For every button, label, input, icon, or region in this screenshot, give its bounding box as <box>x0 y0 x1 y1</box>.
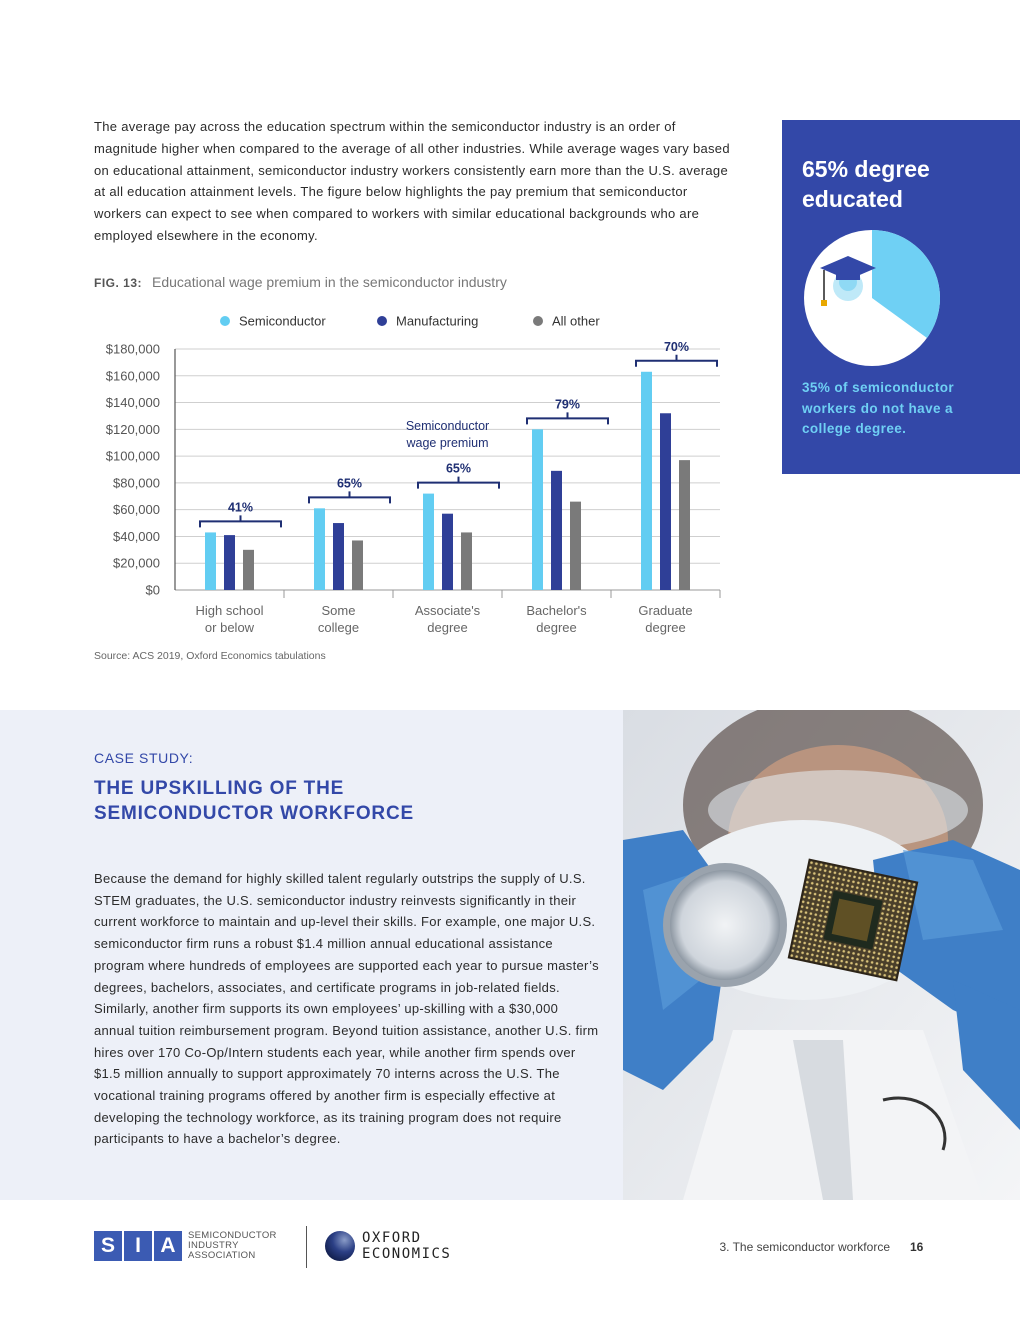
legend-label: All other <box>552 313 600 329</box>
bar-semiconductor <box>314 508 325 590</box>
legend-swatch <box>220 316 230 326</box>
bar-all-other <box>461 532 472 590</box>
premium-label: 70% <box>663 339 690 354</box>
x-category-label: degree <box>645 620 686 635</box>
x-category-label: college <box>317 620 360 635</box>
figure-number: FIG. 13: <box>94 276 143 290</box>
page-number: 16 <box>910 1240 924 1254</box>
premium-label: 41% <box>227 500 254 515</box>
premium-label: 79% <box>554 397 581 412</box>
bar-manufacturing <box>333 523 344 590</box>
premium-label: 65% <box>445 461 472 476</box>
premium-bracket <box>636 355 717 367</box>
oxford-name <box>362 1230 451 1262</box>
oxford-name-line: OXFORD <box>362 1230 422 1246</box>
premium-label: 65% <box>336 476 363 491</box>
degree-callout <box>782 120 1020 474</box>
sia-letter-i: I <box>124 1231 152 1261</box>
sia-name-line: INDUSTRY <box>188 1240 239 1251</box>
sia-name <box>188 1231 277 1261</box>
legend-label: Semiconductor <box>239 313 326 329</box>
intro-paragraph: The average pay across the education spectrum within the semiconductor industry is an order of magnitude higher when compared to the average of all other industries. While average wages vary based on educational attainment, semiconductor industry workers consistently earn more than the U.S. average at all education attainment levels. The figure below highlights the pay premium that semiconductor workers can expect to see when compared to workers with similar educational backgrounds who are employed elsewhere in the economy. <box>94 119 730 243</box>
premium-bracket <box>527 412 608 424</box>
y-tick-label: $0 <box>145 582 160 598</box>
y-tick-label: $100,000 <box>105 448 160 464</box>
case-study-panel <box>0 710 623 1200</box>
y-tick-label: $140,000 <box>105 395 160 411</box>
case-study-label: CASE STUDY: <box>94 750 194 766</box>
figure-source: Source: ACS 2019, Oxford Economics tabulations <box>94 650 326 662</box>
bar-manufacturing <box>442 514 453 590</box>
x-category-label: degree <box>536 620 577 635</box>
figure-caption <box>94 274 507 290</box>
x-category-label: Graduate <box>638 603 693 618</box>
sia-name-line: ASSOCIATION <box>188 1250 256 1261</box>
y-tick-label: $80,000 <box>113 475 160 491</box>
legend-label: Manufacturing <box>396 313 479 329</box>
y-tick-label: $120,000 <box>105 421 160 437</box>
sia-letter-a: A <box>154 1231 182 1261</box>
case-study-photo <box>623 710 1020 1200</box>
oxford-globe-icon <box>324 1230 356 1262</box>
x-category-label: Some <box>321 603 356 618</box>
bar-all-other <box>243 550 254 590</box>
y-tick-label: $160,000 <box>105 368 160 384</box>
premium-bracket <box>200 515 281 527</box>
bar-semiconductor <box>641 372 652 590</box>
bar-all-other <box>679 460 690 590</box>
chart-annotation: Semiconductor <box>405 419 490 433</box>
chart-annotation: wage premium <box>406 436 489 450</box>
sia-logo[interactable] <box>94 1231 277 1261</box>
y-tick-label: $180,000 <box>105 341 160 357</box>
case-study-body: Because the demand for highly skilled talent regularly outstrips the supply of U.S. STEM graduates, the U.S. semiconductor industry reinvests significantly in their current workforce to maintain and up-level their skills. For example, one major U.S. semiconductor firm runs a robust $1.4 million annual educational assistance program where hundreds of employees are supported each year to pursue master’s degrees, bachelors, associates, and certificate programs in job-related fields. Similarly, another firm supports its own employees’ up-skilling with a $30,000 annual tuition reimbursement program. Beyond tuition assistance, another U.S. firm hires over 170 Co-Op/Intern students each year, while another firm spends over $1.5 million annually to support approximately 70 interns across the U.S. The vocational training programs offered by another firm is especially effective at developing the technology workforce, as its training program does not require participants to have a bachelor’s degree. <box>94 871 599 1147</box>
section-name: 3. The semiconductor workforce <box>719 1240 890 1254</box>
degree-pie-chart <box>802 228 942 368</box>
wage-premium-chart <box>90 305 730 645</box>
bar-all-other <box>570 502 581 590</box>
premium-bracket <box>309 491 390 503</box>
x-category-label: or below <box>204 620 255 635</box>
sia-letter-s: S <box>94 1231 122 1261</box>
legend-swatch <box>377 316 387 326</box>
bar-manufacturing <box>224 535 235 590</box>
bar-semiconductor <box>423 494 434 590</box>
callout-title: 65% degree educated <box>802 156 930 212</box>
x-category-label: Bachelor's <box>526 603 587 618</box>
oxford-economics-logo[interactable] <box>324 1230 451 1262</box>
legend-swatch <box>533 316 543 326</box>
y-tick-label: $20,000 <box>113 555 160 571</box>
engineer-with-chip-illustration <box>623 710 1020 1200</box>
bar-semiconductor <box>205 532 216 590</box>
y-tick-label: $60,000 <box>113 502 160 518</box>
oxford-name-line: ECONOMICS <box>362 1246 452 1262</box>
bar-manufacturing <box>660 413 671 590</box>
x-category-label: degree <box>427 620 468 635</box>
bar-manufacturing <box>551 471 562 590</box>
case-study-title: THE UPSKILLING OF THE SEMICONDUCTOR WORKFORCE <box>94 778 414 824</box>
sia-name-line: SEMICONDUCTOR <box>188 1230 277 1241</box>
bar-semiconductor <box>532 429 543 590</box>
x-category-label: Associate's <box>414 603 481 618</box>
y-tick-label: $40,000 <box>113 528 160 544</box>
footer-divider <box>306 1226 307 1268</box>
callout-text: 35% of semiconductor workers do not have a college degree. <box>802 380 955 436</box>
x-category-label: High school <box>195 603 264 618</box>
premium-bracket <box>418 477 499 489</box>
figure-title: Educational wage premium in the semiconductor industry <box>152 274 507 290</box>
bar-all-other <box>352 540 363 590</box>
